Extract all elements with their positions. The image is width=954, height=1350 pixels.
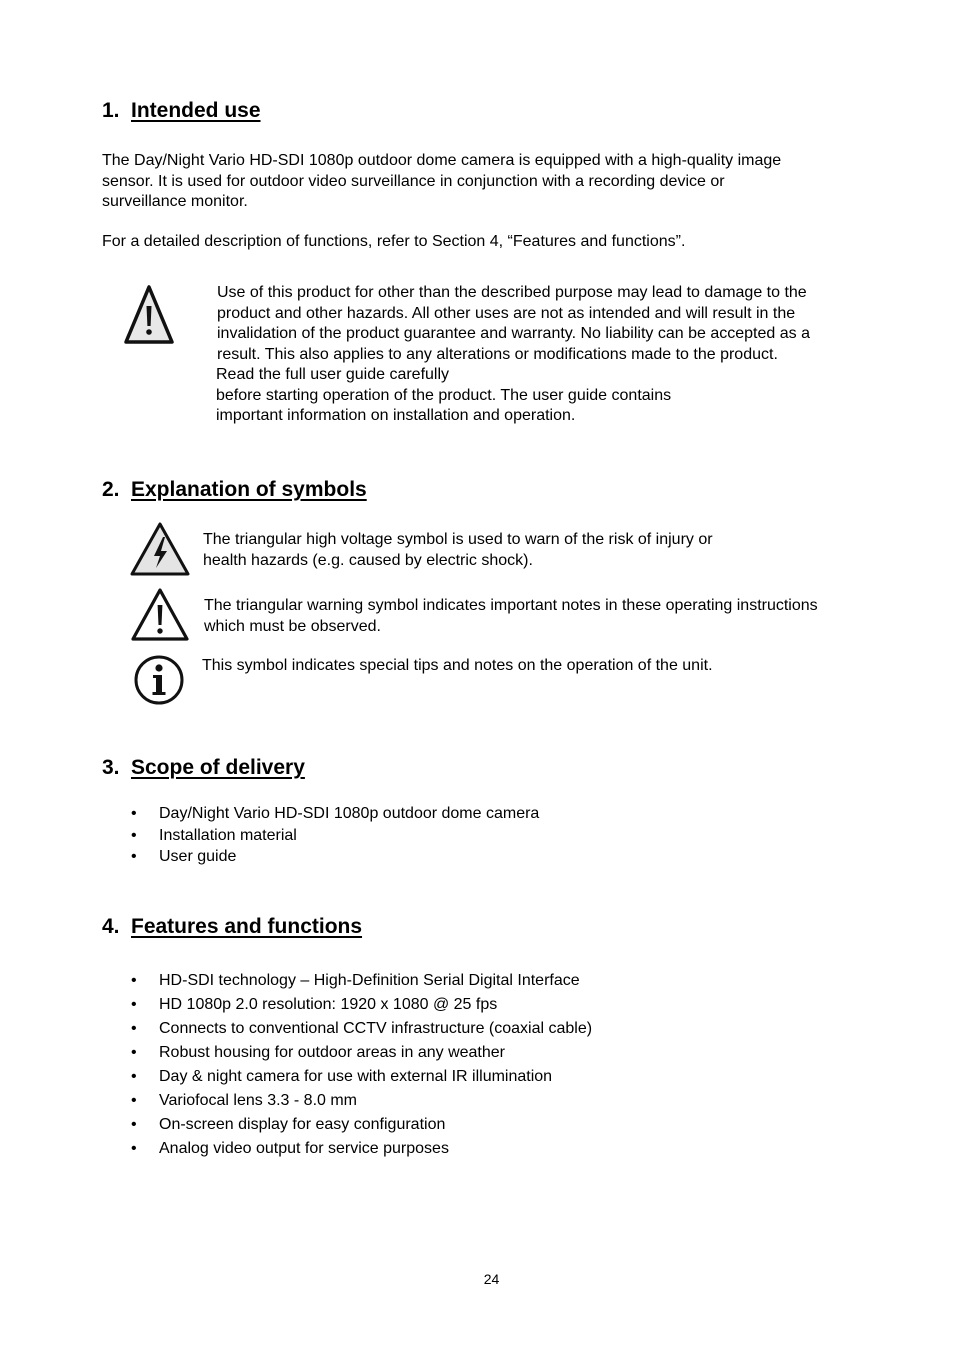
section-reference-paragraph bbox=[102, 232, 685, 253]
list-item: • User guide bbox=[102, 846, 539, 868]
warning-symbol-description bbox=[204, 596, 818, 637]
list-item: • Robust housing for outdoor areas in any weather bbox=[102, 1041, 592, 1065]
paragraph-line: The triangular high voltage symbol is used to warn of the risk of injury or bbox=[203, 531, 713, 548]
section-heading-features bbox=[102, 915, 362, 939]
list-item: • Variofocal lens 3.3 - 8.0 mm bbox=[102, 1089, 592, 1113]
paragraph-line: important information on installation and operation. bbox=[216, 407, 576, 424]
section-title: Intended use bbox=[131, 99, 261, 122]
list-item: • Day/Night Vario HD-SDI 1080p outdoor dome camera bbox=[102, 803, 539, 825]
list-item: • HD 1080p 2.0 resolution: 1920 x 1080 @ 25 fps bbox=[102, 993, 592, 1017]
high-voltage-description bbox=[203, 530, 713, 571]
paragraph-line: For a detailed description of functions, refer to Section 4, “Features and functions”. bbox=[102, 233, 686, 250]
section-title: Scope of delivery bbox=[131, 756, 305, 779]
page-number: 24 bbox=[483, 1271, 500, 1287]
section-number: 4. bbox=[102, 915, 120, 938]
section-number: 2. bbox=[102, 478, 120, 501]
section-heading-symbols bbox=[102, 478, 367, 502]
section-number: 3. bbox=[102, 756, 120, 779]
paragraph-line: surveillance monitor. bbox=[102, 193, 248, 210]
info-circle-icon bbox=[133, 654, 185, 711]
warning-triangle-icon bbox=[124, 284, 174, 351]
section-heading-intended-use bbox=[102, 99, 261, 123]
delivery-list bbox=[102, 803, 539, 868]
list-item: • On-screen display for easy configuration bbox=[102, 1113, 592, 1137]
section-title: Explanation of symbols bbox=[131, 478, 367, 501]
paragraph-line: Use of this product for other than the described purpose may lead to damage to the bbox=[217, 284, 807, 301]
list-item: • HD-SDI technology – High-Definition Serial Digital Interface bbox=[102, 969, 592, 993]
intended-use-paragraph bbox=[102, 151, 781, 213]
section-number: 1. bbox=[102, 99, 120, 122]
user-guide-note bbox=[216, 365, 671, 427]
paragraph-line: This symbol indicates special tips and notes on the operation of the unit. bbox=[202, 657, 713, 674]
paragraph-line: health hazards (e.g. caused by electric shock). bbox=[203, 551, 533, 569]
list-item: • Installation material bbox=[102, 825, 539, 847]
paragraph-line: result. This also applies to any alterations or modifications made to the product. bbox=[217, 345, 778, 363]
list-item: • Analog video output for service purposes bbox=[102, 1137, 592, 1161]
paragraph-line: invalidation of the product guarantee and warranty. No liability can be accepted as a bbox=[217, 325, 810, 342]
warning-paragraph bbox=[217, 283, 810, 365]
high-voltage-triangle-icon bbox=[129, 521, 191, 582]
list-item: • Day & night camera for use with external IR illumination bbox=[102, 1065, 592, 1089]
paragraph-line: product and other hazards. All other uses are not as intended and will result in the bbox=[217, 304, 796, 322]
paragraph-line: before starting operation of the product. The user guide contains bbox=[216, 386, 672, 404]
paragraph-line: The triangular warning symbol indicates important notes in these operating instructions bbox=[204, 597, 818, 614]
section-title: Features and functions bbox=[131, 915, 363, 938]
list-item: • Connects to conventional CCTV infrastructure (coaxial cable) bbox=[102, 1017, 592, 1041]
info-symbol-description bbox=[202, 656, 713, 677]
paragraph-line: The Day/Night Vario HD-SDI 1080p outdoor dome camera is equipped with a high-quality image bbox=[102, 152, 782, 169]
paragraph-line: which must be observed. bbox=[204, 617, 381, 635]
section-heading-delivery bbox=[102, 756, 305, 780]
warning-triangle-icon bbox=[130, 587, 190, 648]
features-list bbox=[102, 969, 592, 1161]
paragraph-line: sensor. It is used for outdoor video surveillance in conjunction with a recording device or bbox=[102, 172, 725, 190]
paragraph-line: Read the full user guide carefully bbox=[216, 366, 450, 383]
